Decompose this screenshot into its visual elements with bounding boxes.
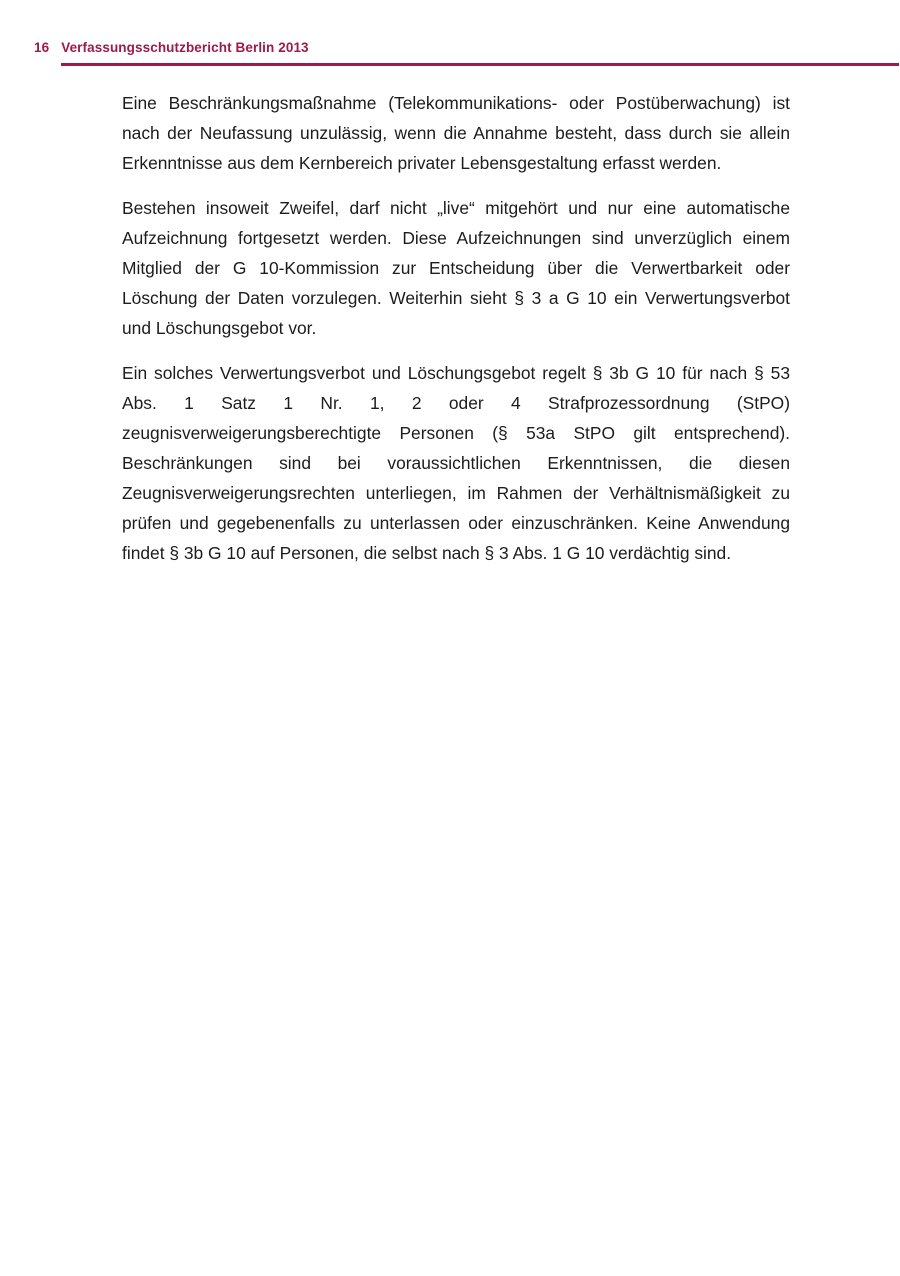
running-header	[34, 40, 309, 55]
header-title: Verfassungsschutzbericht Berlin 2013	[61, 40, 309, 55]
paragraph: Bestehen insoweit Zweifel, darf nicht „live“ mitgehört und nur eine automatische Aufzeichnung fortgesetzt werden. Diese Aufzeichnungen sind unverzüglich einem Mitglied der G 10-Kommission zur Entscheidung über die Verwertbarkeit oder Löschung der Daten vorzulegen. Weiterhin sieht § 3 a G 10 ein Verwertungsverbot und Löschungsgebot vor.	[122, 198, 790, 338]
header-rule	[61, 63, 899, 66]
paragraph: Ein solches Verwertungsverbot und Löschungsgebot regelt § 3b G 10 für nach § 53 Abs. 1 Satz 1 Nr. 1, 2 oder 4 Strafprozessordnung (StPO) zeugnisverweigerungsberechtigte Personen (§ 53a StPO gilt entsprechend). Beschränkungen sind bei voraussichtlichen Erkenntnissen, die diesen Zeugnisverweigerungsrechten unterliegen, im Rahmen der Verhältnismäßigkeit zu prüfen und gegebenenfalls zu unterlassen oder einzuschränken. Keine Anwendung findet § 3b G 10 auf Personen, die selbst nach § 3 Abs. 1 G 10 verdächtig sind.	[122, 363, 790, 563]
page-number: 16	[34, 40, 50, 55]
body-text	[122, 88, 790, 583]
paragraph: Eine Beschränkungsmaßnahme (Telekommunikations- oder Postüberwachung) ist nach der Neufassung unzulässig, wenn die Annahme besteht, dass durch sie allein Erkenntnisse aus dem Kernbereich privater Lebensgestaltung erfasst werden.	[122, 93, 790, 173]
